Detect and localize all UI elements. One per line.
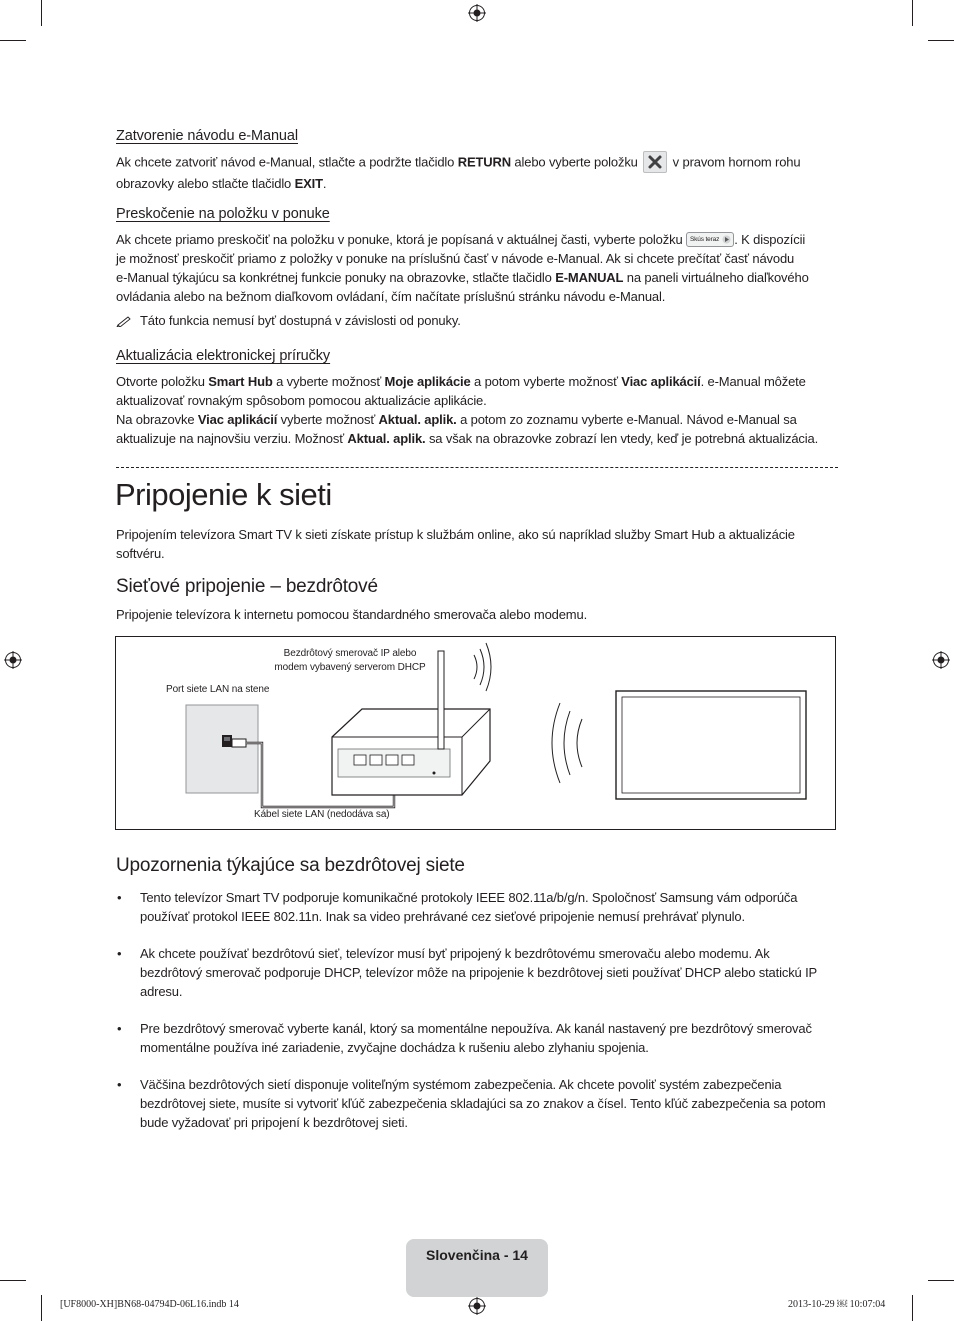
- more-apps-label: Viac aplikácií: [197, 412, 278, 427]
- text: Ak chcete priamo preskočiť na položku v ponuke, ktorá je popísaná v aktuálnej časti, vyberte položku: [116, 232, 686, 247]
- text: a potom zo zoznamu vyberte e-Manual. Návod e-Manual sa: [456, 412, 797, 427]
- text: Ak chcete zatvoriť návod e-Manual, stlačte a podržte tlačidlo: [116, 154, 458, 170]
- list-item: [116, 1019, 840, 1057]
- text: na paneli virtuálneho diaľkového: [623, 270, 809, 285]
- page-number: Slovenčina - 14: [426, 1247, 528, 1263]
- text: . K dispozícii: [734, 232, 806, 247]
- file-info: [UF8000-XH]BN68-04794D-06L16.indb 14: [60, 1299, 239, 1310]
- wall-lan-port-icon: [186, 705, 258, 793]
- registration-mark-icon: [932, 651, 950, 669]
- crop-mark: [912, 0, 913, 26]
- registration-mark-icon: [468, 1297, 486, 1315]
- page-number-tab: [406, 1239, 548, 1297]
- text: bude vyžadovať pri pripojení k bezdrôtovej sieti.: [140, 1115, 408, 1130]
- list-item: [116, 944, 840, 1001]
- note-line: [116, 311, 461, 330]
- text: bezdrôtový smerovač podporuje DHCP, televízor môže na pripojenie k bezdrôtovej sieti používať DHCP alebo statickú IP: [140, 965, 818, 980]
- bullet: •: [117, 890, 122, 905]
- text: .: [322, 176, 327, 191]
- text: adresu.: [140, 984, 183, 999]
- e-manual-key-label: E-MANUAL: [555, 270, 624, 285]
- text: aktualizuje na najnovšiu verziu. Možnosť: [116, 431, 348, 446]
- crop-mark: [0, 1280, 26, 1281]
- warnings-list: [116, 888, 840, 1150]
- registration-mark-icon: [4, 651, 22, 669]
- text: ovládania alebo na bežnom diaľkovom ovládaní, čím načítate príslušnú stránku návodu e-Manual.: [116, 289, 666, 304]
- list-item: [116, 888, 840, 926]
- text: modem vybavený serverom DHCP: [274, 662, 426, 673]
- close-x-icon: [643, 151, 667, 173]
- wireless-subtitle: Sieťové pripojenie – bezdrôtové: [116, 576, 378, 597]
- update-apps-label: Aktual. aplik.: [347, 431, 426, 446]
- play-icon: [722, 235, 731, 244]
- text: momentálne používa iné zariadenie, zvyčajne dochádza k rušeniu alebo zlyhaniu spojenia.: [140, 1040, 649, 1055]
- bullet: •: [117, 946, 122, 961]
- text: vyberte možnosť: [277, 412, 379, 427]
- update-apps-label: Aktual. aplik.: [378, 412, 457, 427]
- text: softvéru.: [116, 546, 165, 561]
- text: v pravom hornom rohu: [669, 154, 801, 170]
- crop-mark: [0, 40, 26, 41]
- tv-signal-waves-icon: [552, 703, 582, 783]
- update-manual-paragraph: [116, 372, 846, 448]
- bullet: •: [117, 1021, 122, 1036]
- text: Väčšina bezdrôtových sietí disponuje voliteľným systémom zabezpečenia. Ak chcete povoliť systém zabezpečenia: [140, 1077, 782, 1092]
- section-heading-update-manual: Aktualizácia elektronickej príručky: [116, 348, 331, 364]
- section-heading-jump-menu: Preskočenie na položku v ponuke: [116, 206, 330, 222]
- exit-key-label: EXIT: [294, 176, 323, 191]
- wireless-text: Pripojenie televízora k internetu pomocou štandardného smerovača alebo modemu.: [116, 607, 588, 622]
- registration-mark-icon: [468, 4, 486, 22]
- text: aktualizovať rovnakým spôsobom pomocou aktualizácie aplikácie.: [116, 393, 487, 408]
- text: Tento televízor Smart TV podporuje komunikačné protokoly IEEE 802.11a/b/g/n. Spoločnosť Samsung vám odporúča: [140, 890, 798, 905]
- section-heading-close-manual: Zatvorenie návodu e-Manual: [116, 128, 298, 144]
- router-signal-waves-icon: [474, 643, 491, 691]
- more-apps-label: Viac aplikácií: [621, 374, 701, 389]
- note-text: Táto funkcia nemusí byť dostupná v závislosti od ponuky.: [140, 313, 461, 328]
- tv-icon: [616, 691, 806, 799]
- lan-port-label: Port siete LAN na stene: [166, 684, 270, 695]
- text: Pripojením televízora Smart TV k sieti získate prístup k službám online, ako sú napríklad služby Smart Hub a aktualizácie: [116, 527, 795, 542]
- page-title: Pripojenie k sieti: [115, 477, 332, 512]
- network-diagram: [115, 636, 836, 830]
- jump-menu-paragraph: [116, 230, 846, 306]
- pencil-note-icon: [116, 315, 132, 327]
- text: je možnosť preskočiť priamo z položky v ponuke na príslušnú časť v návode e-Manual. Ak si chcete prečítať časť návodu: [116, 251, 795, 266]
- text: Ak chcete používať bezdrôtovú sieť, televízor musí byť pripojený k bezdrôtovému smerovaču alebo modemu. Ak: [140, 946, 770, 961]
- text: bezdrôtovej siete, musíte si vytvoriť kľúč zabezpečenia skladajúci sa zo znakov a čísel. Tento kľúč zabezpečenia sa potom: [140, 1096, 826, 1111]
- date-info: 2013-10-29 ￼ 10:07:04: [788, 1299, 886, 1310]
- text: Bezdrôtový smerovač IP alebo: [283, 648, 417, 659]
- text: používať protokol IEEE 802.11n. Inak sa video prehrávané cez sieťové pripojenie nemusí prehrávať plynulo.: [140, 909, 745, 924]
- close-manual-paragraph: [116, 152, 840, 193]
- text: Otvorte položku: [116, 374, 209, 389]
- text: . e-Manual môžete: [700, 374, 806, 389]
- lan-cable-label: Kábel siete LAN (nedodáva sa): [254, 809, 390, 820]
- section-divider: [116, 467, 838, 468]
- my-apps-label: Moje aplikácie: [384, 374, 471, 389]
- text: sa však na obrazovke zobrazí len vtedy, keď je potrebná aktualizácia.: [425, 431, 819, 446]
- wireless-router-icon: [332, 651, 490, 795]
- smart-hub-label: Smart Hub: [208, 374, 273, 389]
- diagram-illustration: [116, 637, 835, 829]
- list-item: [116, 1075, 840, 1132]
- text: e-Manual týkajúcu sa konkrétnej funkcie ponuky na obrazovke, stlačte tlačidlo: [116, 270, 556, 285]
- text: a vyberte možnosť: [272, 374, 385, 389]
- return-key-label: RETURN: [457, 154, 511, 170]
- bullet: •: [117, 1077, 122, 1092]
- text: alebo vyberte položku: [510, 154, 642, 170]
- try-now-button: [686, 232, 734, 247]
- crop-mark: [912, 1295, 913, 1321]
- try-now-label: Skús teraz: [690, 236, 720, 244]
- crop-mark: [928, 1280, 954, 1281]
- text: Na obrazovke: [116, 412, 198, 427]
- text: a potom vyberte možnosť: [470, 374, 622, 389]
- text: obrazovky alebo stlačte tlačidlo: [116, 176, 295, 191]
- warnings-subtitle: Upozornenia týkajúce sa bezdrôtovej siete: [116, 855, 465, 876]
- crop-mark: [41, 0, 42, 26]
- crop-mark: [928, 40, 954, 41]
- crop-mark: [41, 1295, 42, 1321]
- network-intro: [116, 525, 840, 563]
- text: Pre bezdrôtový smerovač vyberte kanál, ktorý sa momentálne nepoužíva. Ak kanál nastavený pre bezdrôtový smerovač: [140, 1021, 812, 1036]
